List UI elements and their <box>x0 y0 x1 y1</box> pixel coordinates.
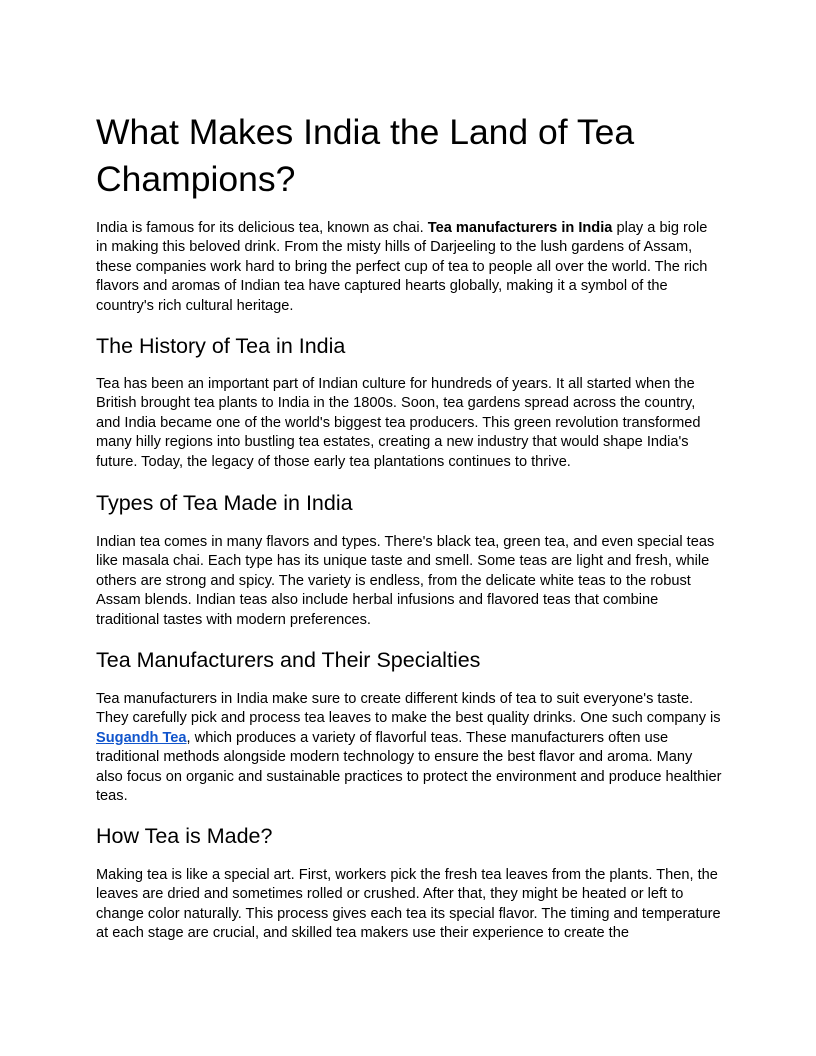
paragraph-how-made: Making tea is like a special art. First, workers pick the fresh tea leaves from the plants. Then, the leaves are dried and sometimes rolled or crushed. After that, they might be heated or left to change color naturally. This process gives each tea its special flavor. The timing and temperature at each stage are crucial, and skilled tea makers use their experience to create the <box>96 867 721 942</box>
paragraph-types: Indian tea comes in many flavors and types. There's black tea, green tea, and even special teas like masala chai. Each type has its unique taste and smell. Some teas are light and fresh, while others are strong and spicy. The variety is endless, from the delicate white teas to the robust Assam blends. Indian teas also include herbal infusions and flavored teas that combine traditional tastes with modern preferences. <box>96 534 715 628</box>
manufacturers-text-rest: , which produces a variety of flavorful teas. These manufacturers often use traditional methods alongside modern technology to ensure the best flavor and aroma. Many also focus on organic and sustainable practices to protect the environment and produce healthier teas. <box>96 729 722 805</box>
intro-text-rest: play a big role in making this beloved drink. From the misty hills of Darjeeling to the lush gardens of Assam, these companies work hard to bring the perfect cup of tea to people all over the world. The rich flavors and aromas of Indian tea have captured hearts globally, making it a symbol of the country's rich cultural heritage. <box>96 220 708 314</box>
paragraph-manufacturers <box>96 690 722 806</box>
intro-text: India is famous for its delicious tea, known as chai. <box>96 220 428 236</box>
paragraph-history: Tea has been an important part of Indian culture for hundreds of years. It all started when the British brought tea plants to India in the 1800s. Soon, tea gardens spread across the country, and India became one of the world's biggest tea producers. This green revolution transformed many hilly regions into bustling tea estates, creating a new industry that would shape India's future. Today, the legacy of those early tea plantations continues to thrive. <box>96 376 701 470</box>
sugandh-tea-link[interactable]: Sugandh Tea <box>96 729 187 746</box>
page-title: What Makes India the Land of Tea Champions? <box>96 112 635 199</box>
manufacturers-text: Tea manufacturers in India make sure to create different kinds of tea to suit everyone's taste. They carefully pick and process tea leaves to make the best quality drinks. One such company is <box>96 691 721 727</box>
heading-history: The History of Tea in India <box>96 334 346 358</box>
heading-how-made: How Tea is Made? <box>96 824 273 848</box>
heading-manufacturers: Tea Manufacturers and Their Specialties <box>96 648 481 672</box>
heading-types: Types of Tea Made in India <box>96 491 353 515</box>
intro-bold-text: Tea manufacturers in India <box>427 220 613 236</box>
intro-paragraph <box>96 219 722 316</box>
